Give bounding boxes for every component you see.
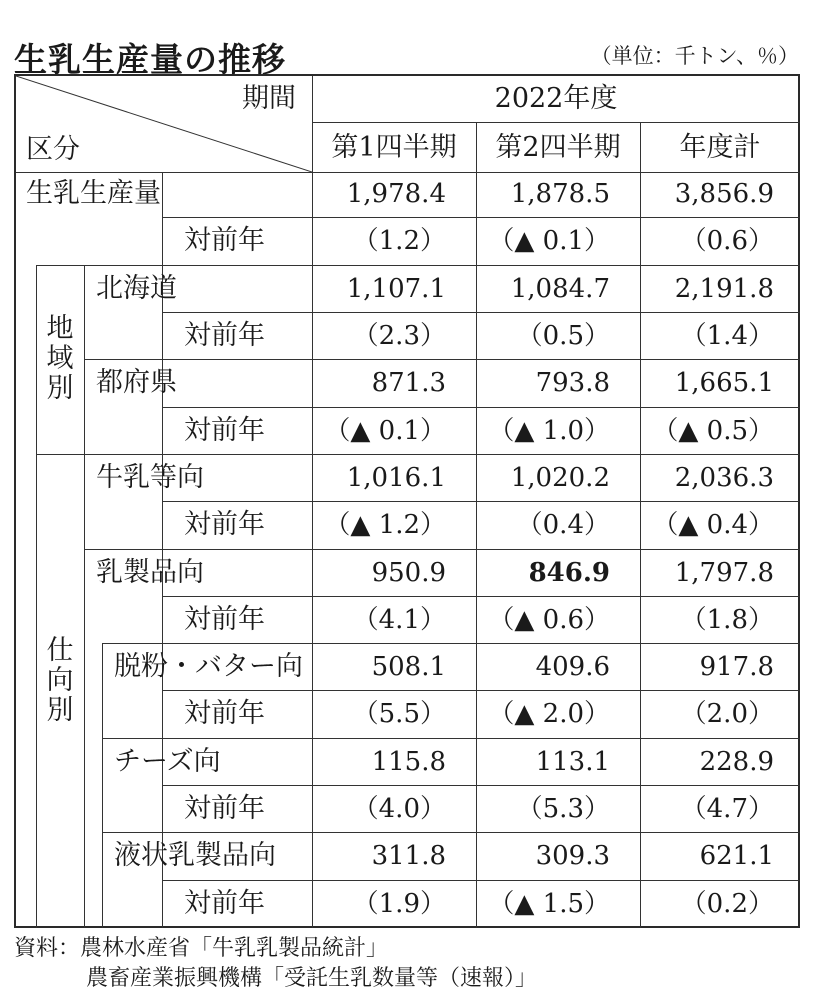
cell-value: 3,856.9 <box>674 179 774 209</box>
row-line <box>162 217 800 218</box>
cell-value: 228.9 <box>699 747 774 777</box>
cell-value: 1,084.7 <box>510 274 610 304</box>
cell-value: （4.1） <box>352 605 446 635</box>
row-line <box>162 690 800 691</box>
row-label-cheese: チーズ向 <box>114 746 221 777</box>
row-label-yoy: 対前年 <box>184 415 265 446</box>
year-header: 2022年度 <box>494 83 618 114</box>
cell-value: （▲ 0.1） <box>324 416 446 446</box>
column-header-q1: 第1四半期 <box>331 132 457 163</box>
cell-value: 2,191.8 <box>674 274 774 304</box>
row-line <box>162 785 800 786</box>
cell-value: 1,665.1 <box>674 368 774 398</box>
row-line <box>36 265 800 266</box>
cell-value: 309.3 <box>535 841 610 871</box>
cell-value: 1,878.5 <box>510 179 610 209</box>
row-line <box>162 501 800 502</box>
row-line <box>102 643 800 644</box>
cell-value: （2.3） <box>352 321 446 351</box>
cell-value: 1,978.4 <box>346 179 446 209</box>
cell-value: （▲ 1.2） <box>324 510 446 540</box>
group-divider <box>36 454 800 455</box>
cell-value: （0.6） <box>680 226 774 256</box>
page-title: 生乳生産量の推移 <box>14 40 286 79</box>
row-label-liquid-dairy: 液状乳製品向 <box>114 840 276 871</box>
row-line <box>84 359 800 360</box>
header-bottom-line <box>16 172 800 173</box>
row-line <box>102 738 800 739</box>
cell-value: （0.4） <box>516 510 610 540</box>
row-label-yoy: 対前年 <box>184 509 265 540</box>
cell-value: 311.8 <box>371 841 446 871</box>
cell-value: 2,036.3 <box>674 463 774 493</box>
row-label-yoy: 対前年 <box>184 225 265 256</box>
row-label-powder-butter: 脱粉・バター向 <box>114 651 303 682</box>
row-line <box>162 312 800 313</box>
row-line <box>84 549 800 550</box>
cell-value: 793.8 <box>535 368 610 398</box>
group-label-use: 仕向別 <box>46 635 74 726</box>
column-header-q2: 第2四半期 <box>495 132 621 163</box>
cell-value: 1,107.1 <box>346 274 446 304</box>
data-table <box>14 74 800 928</box>
row-line <box>162 407 800 408</box>
row-label-hokkaido: 北海道 <box>96 273 177 304</box>
cell-value: （▲ 0.5） <box>652 416 774 446</box>
cell-value: 409.6 <box>535 652 610 682</box>
cell-value: （2.0） <box>680 699 774 729</box>
cell-value: （▲ 0.6） <box>488 605 610 635</box>
row-label-yoy: 対前年 <box>184 320 265 351</box>
cell-value: 950.9 <box>371 558 446 588</box>
row-label-yoy: 対前年 <box>184 604 265 635</box>
row-line <box>162 596 800 597</box>
source-note-line2: 農畜産業振興機構「受託生乳数量等（速報）」 <box>86 966 538 991</box>
category-label: 区分 <box>26 134 80 165</box>
source-note-line1: 資料：農林水産省「牛乳乳製品統計」 <box>14 936 389 961</box>
cell-value: （0.2） <box>680 889 774 919</box>
row-label-total: 生乳生産量 <box>26 178 161 209</box>
cell-value: （0.5） <box>516 321 610 351</box>
cell-value: （1.2） <box>352 226 446 256</box>
cell-value: 917.8 <box>699 652 774 682</box>
cell-value: （▲ 2.0） <box>488 699 610 729</box>
cell-value: 115.8 <box>371 747 446 777</box>
cell-value: 1,016.1 <box>346 463 446 493</box>
row-label-yoy: 対前年 <box>184 793 265 824</box>
cell-value: （▲ 1.5） <box>488 889 610 919</box>
row-label-prefectures: 都府県 <box>96 367 177 398</box>
row-label-yoy: 対前年 <box>184 698 265 729</box>
row-label-milk: 牛乳等向 <box>96 462 204 493</box>
cell-value: （4.0） <box>352 794 446 824</box>
column-header-total: 年度計 <box>679 132 761 163</box>
cell-value: （1.4） <box>680 321 774 351</box>
cell-value: 621.1 <box>699 841 774 871</box>
cell-value: （1.9） <box>352 889 446 919</box>
cell-value: （▲ 0.4） <box>652 510 774 540</box>
cell-value: （1.8） <box>680 605 774 635</box>
cell-value-highlighted: 846.9 <box>528 558 610 588</box>
cell-value: 1,020.2 <box>510 463 610 493</box>
cell-value: （5.5） <box>352 699 446 729</box>
row-line <box>102 832 800 833</box>
group-indent-line <box>36 265 37 928</box>
cell-value: （▲ 1.0） <box>488 416 610 446</box>
row-line <box>162 880 800 881</box>
cell-value: （▲ 0.1） <box>488 226 610 256</box>
row-label-dairy-products: 乳製品向 <box>96 557 204 588</box>
group-label-region: 地域別 <box>46 313 74 404</box>
cell-value: 871.3 <box>371 368 446 398</box>
cell-value: 113.1 <box>535 747 610 777</box>
header-divider <box>312 122 800 123</box>
cell-value: 508.1 <box>371 652 446 682</box>
subgroup-indent-line <box>102 643 103 928</box>
cell-value: 1,797.8 <box>674 558 774 588</box>
cell-value: （4.7） <box>680 794 774 824</box>
unit-note: （単位：千トン、％） <box>590 44 799 68</box>
period-label: 期間 <box>242 83 296 114</box>
cell-value: （5.3） <box>516 794 610 824</box>
row-label-yoy: 対前年 <box>184 888 265 919</box>
group-indent-line <box>84 265 85 928</box>
